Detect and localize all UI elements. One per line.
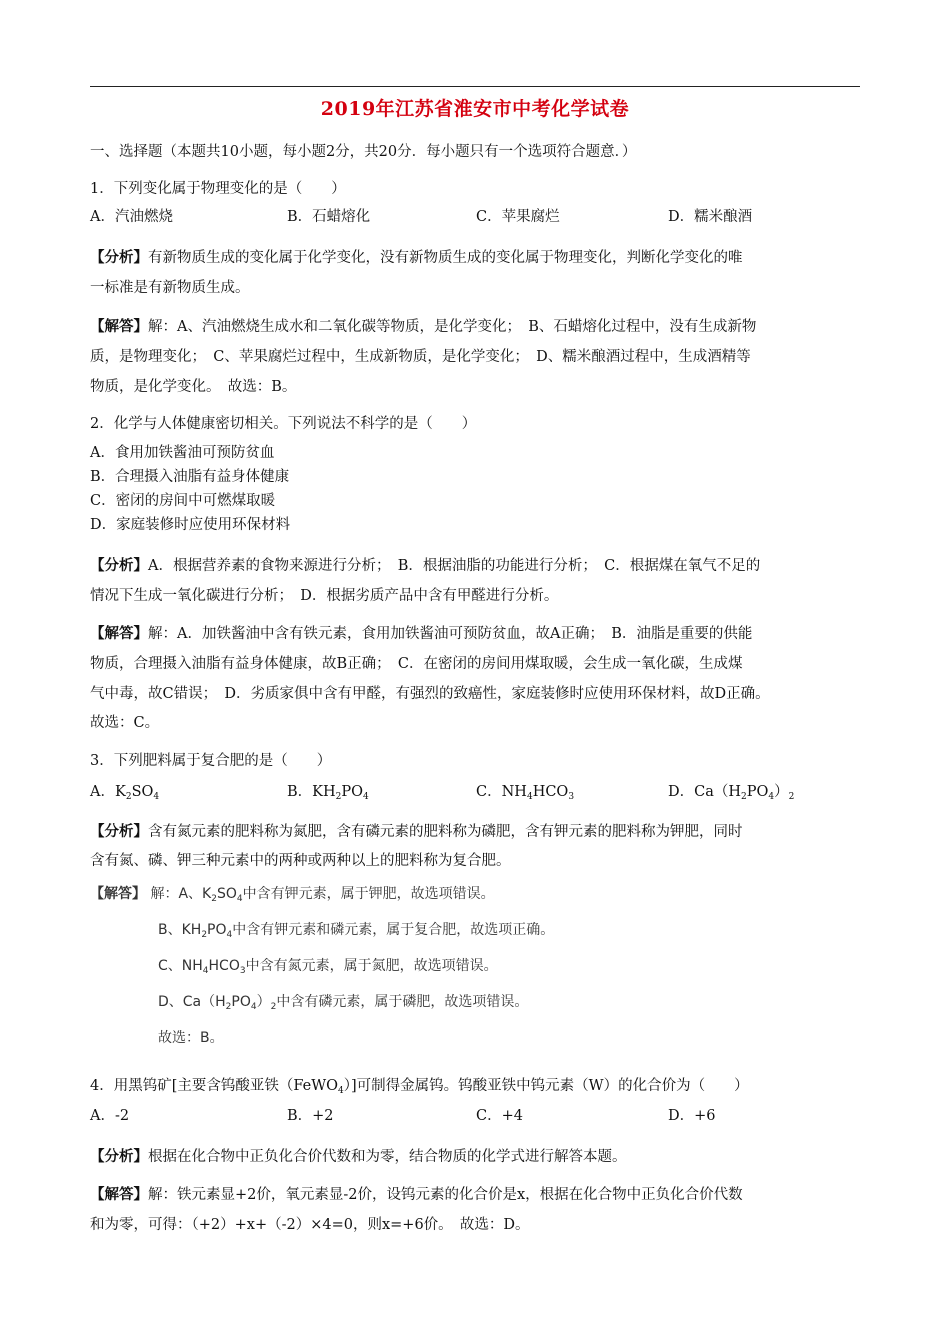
q2-stem: 2．化学与人体健康密切相关。下列说法不科学的是（ ） <box>90 416 477 432</box>
q1-option-d: D．糯米酿酒 <box>668 209 753 225</box>
q2-option-d: D．家庭装修时应使用环保材料 <box>90 517 291 533</box>
q2-answer-line-2: 物质，合理摄入油脂有益身体健康，故B正确； C．在密闭的房间用煤取暖，会生成一氧化碳，生成煤 <box>90 656 743 672</box>
q3-answer-line-3: C、$NH_4HCO_3$中含有氮元素，属于氮肥，故选项错误。 <box>158 958 498 976</box>
q1-answer-line-1 <box>90 317 756 337</box>
q1-answer-line-2: 质，是物理变化； C、苹果腐烂过程中，生成新物质，是化学变化； D、糯米酿酒过程中，生成酒精等 <box>90 349 751 365</box>
q3-option-a: A．$K_2SO_4$ <box>90 784 160 802</box>
q3-answer-line-4: D、$Ca(H_2PO_4)_2$中含有磷元素，属于磷肥，故选项错误。 <box>158 994 529 1012</box>
q1-analysis-line-2: 一标准是有新物质生成。 <box>90 280 250 296</box>
q1-stem: 1．下列变化属于物理变化的是（ ） <box>90 181 346 197</box>
q4-option-a: A．-2 <box>90 1108 130 1124</box>
q3-analysis-line-2: 含有氮、磷、钾三种元素中的两种或两种以上的肥料称为复合肥。 <box>90 853 511 869</box>
q4-answer-line-2: 和为零，可得：（+2）+x+（-2）×4=0，则x=+6价。 故选：D。 <box>90 1217 530 1233</box>
q3-option-d: D．$Ca(H_2PO_4)_2$ <box>668 784 795 802</box>
q2-analysis-line-1 <box>90 556 760 576</box>
q1-answer-line-3: 物质，是化学变化。 故选：B。 <box>90 379 297 395</box>
q4-answer-tag: 【解答】 <box>90 1186 148 1203</box>
section-heading: 一、选择题（本题共10小题，每小题2分，共20分．每小题只有一个选项符合题意．） <box>90 144 637 160</box>
q2-option-a: A．食用加铁酱油可预防贫血 <box>90 445 275 461</box>
q3-answer-line-2: B、$KH_2PO_4$中含有钾元素和磷元素，属于复合肥，故选项正确。 <box>158 922 555 940</box>
q4-analysis-text: 根据在化合物中正负化合价代数和为零，结合物质的化学式进行解答本题。 <box>148 1149 627 1165</box>
q2-analysis-tag: 【分析】 <box>90 557 148 574</box>
q2-answer-line-3: 气中毒，故C错误； D．劣质家俱中含有甲醛，有强烈的致癌性，家庭装修时应使用环保材料，故D正确。 <box>90 686 770 702</box>
q1-answer-tag: 【解答】 <box>90 318 148 335</box>
page-title: 2019年江苏省淮安市中考化学试卷 <box>320 98 630 120</box>
q1-option-a: A．汽油燃烧 <box>90 209 173 225</box>
q4-option-d: D．+6 <box>668 1108 716 1124</box>
q4-option-c: C．+4 <box>476 1108 523 1124</box>
q2-answer-line-1 <box>90 624 752 644</box>
q1-analysis-line-1 <box>90 248 743 268</box>
q2-answer-line-4: 故选：C。 <box>90 715 160 731</box>
q1-answer-text: 解：A、汽油燃烧生成水和二氧化碳等物质，是化学变化； B、石蜡熔化过程中，没有生成新物 <box>148 319 757 335</box>
q2-option-b: B．合理摄入油脂有益身体健康 <box>90 469 290 485</box>
q1-analysis-text: 有新物质生成的变化属于化学变化，没有新物质生成的变化属于物理变化，判断化学变化的唯 <box>148 250 743 266</box>
q4-analysis-tag: 【分析】 <box>90 1148 148 1165</box>
q1-option-c: C．苹果腐烂 <box>476 209 560 225</box>
q3-analysis-line-1 <box>90 822 743 842</box>
q4-answer-text: 解：铁元素显+2价，氧元素显-2价，设钨元素的化合价是x，根据在化合物中正负化合价代数 <box>148 1187 743 1203</box>
q2-analysis-line-2: 情况下生成一氧化碳进行分析； D．根据劣质产品中含有甲醛进行分析。 <box>90 588 559 604</box>
q3-analysis-tag: 【分析】 <box>90 823 148 840</box>
q4-analysis-line <box>90 1147 627 1167</box>
q3-stem: 3．下列肥料属于复合肥的是（ ） <box>90 753 332 769</box>
q2-answer-text: 解：A．加铁酱油中含有铁元素，食用加铁酱油可预防贫血，故A正确； B．油脂是重要的供能 <box>148 626 753 642</box>
q3-answer-line-1: 【解答】 解：A、$K_2SO_4$中含有钾元素，属于钾肥，故选项错误。 <box>90 886 495 904</box>
q2-option-c: C．密闭的房间中可燃煤取暖 <box>90 493 276 509</box>
q2-analysis-text: A．根据营养素的食物来源进行分析； B．根据油脂的功能进行分析； C．根据煤在氧气不足的 <box>148 558 761 574</box>
q3-answer-tag: 【解答】 <box>90 886 146 902</box>
q1-analysis-tag: 【分析】 <box>90 249 148 266</box>
q4-option-b: B．+2 <box>287 1108 334 1124</box>
q2-answer-tag: 【解答】 <box>90 625 148 642</box>
q3-option-c: C．$NH_4HCO_3$ <box>476 784 575 802</box>
header-rule <box>90 86 860 87</box>
q3-analysis-text: 含有氮元素的肥料称为氮肥，含有磷元素的肥料称为磷肥，含有钾元素的肥料称为钾肥，同时 <box>148 824 743 840</box>
q3-option-b: B．$KH_2PO_4$ <box>287 784 369 802</box>
q1-option-b: B．石蜡熔化 <box>287 209 371 225</box>
q3-answer-line-5: 故选：B。 <box>158 1030 224 1046</box>
q4-answer-line-1 <box>90 1185 743 1205</box>
q4-stem: 4．用黑钨矿[主要含钨酸亚铁（FeWO$_4$）]可制得金属钨。钨酸亚铁中钨元素（W）的化合价为（ ） <box>90 1078 749 1096</box>
